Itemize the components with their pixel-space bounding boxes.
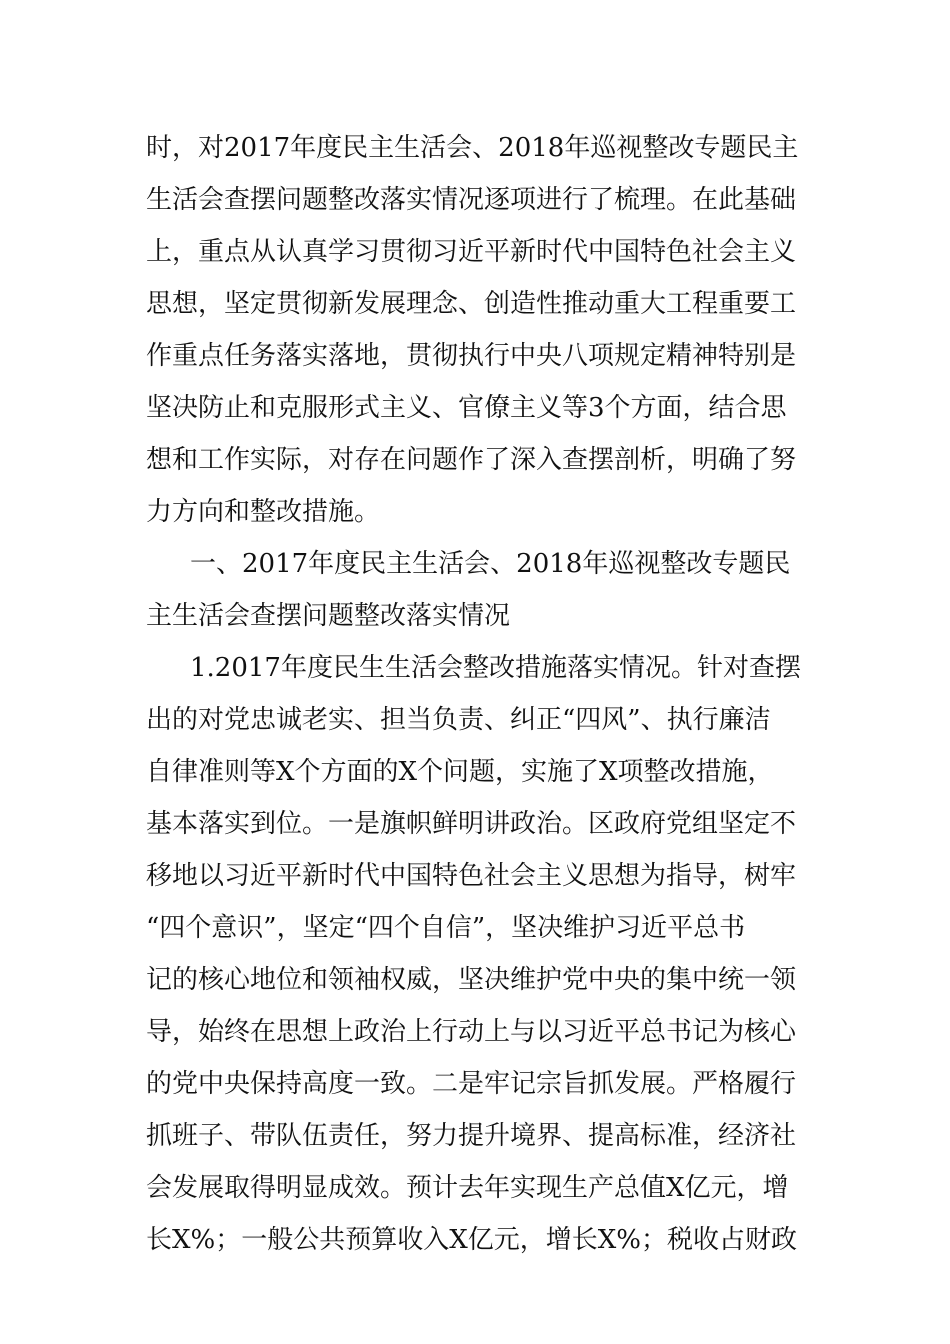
text-line: 上，重点从认真学习贯彻习近平新时代中国特色社会主义	[146, 237, 797, 267]
text-line: 思想，坚定贯彻新发展理念、创造性推动重大工程重要工	[146, 289, 797, 319]
text-line: 想和工作实际，对存在问题作了深入查摆剖析，明确了努	[146, 445, 797, 475]
text-line: 作重点任务落实落地，贯彻执行中央八项规定精神特别是	[146, 341, 797, 371]
text-line: 自律准则等X个方面的X个问题，实施了X项整改措施，	[146, 757, 774, 787]
text-line: 时，对2017年度民主生活会、2018年巡视整改专题民主	[146, 133, 799, 163]
text-line: 力方向和整改措施。	[146, 497, 381, 527]
section-heading-line: 一、2017年度民主生活会、2018年巡视整改专题民	[190, 549, 791, 579]
text-line: 记的核心地位和领袖权威，坚决维护党中央的集中统一领	[146, 965, 797, 995]
text-line: 导，始终在思想上政治上行动上与以习近平总书记为核心	[146, 1017, 797, 1047]
text-line: 坚决防止和克服形式主义、官僚主义等3个方面，结合思	[146, 393, 787, 423]
text-line: 出的对党忠诚老实、担当负责、纠正“四风”、执行廉洁	[146, 705, 771, 735]
text-line: 基本落实到位。一是旗帜鲜明讲政治。区政府党组坚定不	[146, 809, 797, 839]
text-line: 长X%；一般公共预算收入X亿元，增长X%；税收占财政	[146, 1225, 797, 1255]
text-line: 会发展取得明显成效。预计去年实现生产总值X亿元，增	[146, 1173, 789, 1203]
section-heading-line: 主生活会查摆问题整改落实情况	[146, 601, 511, 631]
text-line: 抓班子、带队伍责任，努力提升境界、提高标准，经济社	[146, 1121, 797, 1151]
text-line: 的党中央保持高度一致。二是牢记宗旨抓发展。严格履行	[146, 1069, 797, 1099]
text-line: “四个意识”，坚定“四个自信”，坚决维护习近平总书	[146, 913, 746, 943]
text-line: 1.2017年度民生生活会整改措施落实情况。针对查摆	[190, 653, 801, 683]
text-line: 移地以习近平新时代中国特色社会主义思想为指导，树牢	[146, 861, 797, 891]
text-line: 生活会查摆问题整改落实情况逐项进行了梳理。在此基础	[146, 185, 797, 215]
